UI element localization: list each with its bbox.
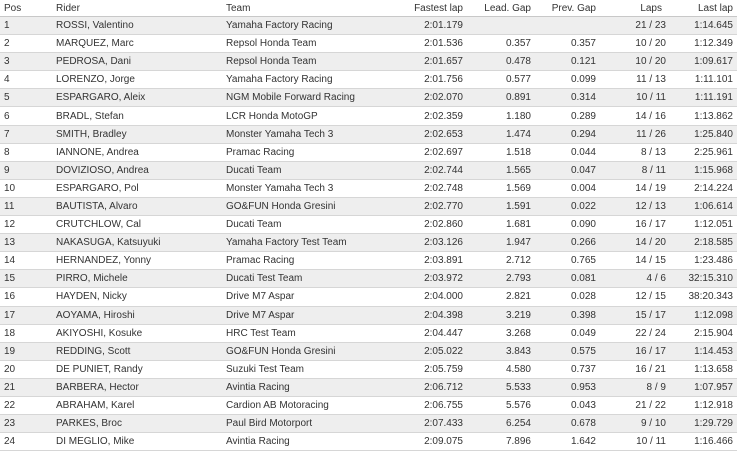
cell-prev-gap: 0.357 (531, 35, 596, 53)
cell-pos: 20 (0, 360, 56, 378)
cell-laps: 10 / 11 (596, 89, 666, 107)
cell-team: Yamaha Factory Test Team (226, 234, 381, 252)
cell-lead-gap: 0.478 (463, 53, 531, 71)
cell-team: Repsol Honda Team (226, 53, 381, 71)
cell-pos: 8 (0, 143, 56, 161)
header-prev-gap: Prev. Gap (531, 0, 596, 17)
cell-pos: 9 (0, 161, 56, 179)
header-lead-gap: Lead. Gap (463, 0, 531, 17)
cell-fastest-lap: 2:09.075 (381, 433, 463, 451)
cell-last-lap: 1:16.466 (666, 433, 737, 451)
cell-fastest-lap: 2:02.359 (381, 107, 463, 125)
cell-pos: 10 (0, 179, 56, 197)
cell-fastest-lap: 2:07.433 (381, 415, 463, 433)
cell-prev-gap: 0.121 (531, 53, 596, 71)
cell-team: Paul Bird Motorport (226, 415, 381, 433)
cell-prev-gap: 0.678 (531, 415, 596, 433)
cell-prev-gap: 0.028 (531, 288, 596, 306)
cell-team: Avintia Racing (226, 433, 381, 451)
cell-laps: 16 / 17 (596, 342, 666, 360)
cell-rider: DI MEGLIO, Mike (56, 433, 226, 451)
cell-prev-gap: 0.044 (531, 143, 596, 161)
cell-pos: 16 (0, 288, 56, 306)
table-row (0, 396, 737, 414)
cell-prev-gap: 0.043 (531, 396, 596, 414)
cell-lead-gap: 0.891 (463, 89, 531, 107)
cell-team: Yamaha Factory Racing (226, 17, 381, 35)
cell-rider: LORENZO, Jorge (56, 71, 226, 89)
cell-last-lap: 1:15.968 (666, 161, 737, 179)
table-row (0, 107, 737, 125)
cell-team: GO&FUN Honda Gresini (226, 197, 381, 215)
cell-last-lap: 1:23.486 (666, 252, 737, 270)
table-row (0, 197, 737, 215)
cell-pos: 1 (0, 17, 56, 35)
table-row (0, 179, 737, 197)
cell-lead-gap: 1.569 (463, 179, 531, 197)
table-row (0, 288, 737, 306)
cell-fastest-lap: 2:02.860 (381, 216, 463, 234)
cell-lead-gap: 6.254 (463, 415, 531, 433)
cell-last-lap: 1:14.645 (666, 17, 737, 35)
cell-pos: 11 (0, 197, 56, 215)
cell-fastest-lap: 2:01.756 (381, 71, 463, 89)
cell-last-lap: 2:14.224 (666, 179, 737, 197)
cell-fastest-lap: 2:05.759 (381, 360, 463, 378)
cell-fastest-lap: 2:02.748 (381, 179, 463, 197)
cell-laps: 14 / 16 (596, 107, 666, 125)
header-row (0, 0, 737, 17)
cell-last-lap: 1:12.918 (666, 396, 737, 414)
cell-prev-gap: 0.090 (531, 216, 596, 234)
cell-rider: BARBERA, Hector (56, 378, 226, 396)
cell-prev-gap: 0.047 (531, 161, 596, 179)
cell-team: Pramac Racing (226, 252, 381, 270)
cell-pos: 12 (0, 216, 56, 234)
cell-last-lap: 38:20.343 (666, 288, 737, 306)
cell-last-lap: 2:25.961 (666, 143, 737, 161)
cell-last-lap: 2:18.585 (666, 234, 737, 252)
cell-pos: 2 (0, 35, 56, 53)
cell-team: Cardion AB Motoracing (226, 396, 381, 414)
cell-lead-gap: 0.577 (463, 71, 531, 89)
cell-fastest-lap: 2:01.657 (381, 53, 463, 71)
cell-prev-gap: 0.737 (531, 360, 596, 378)
table-row (0, 252, 737, 270)
table-row (0, 378, 737, 396)
cell-rider: SMITH, Bradley (56, 125, 226, 143)
cell-fastest-lap: 2:01.536 (381, 35, 463, 53)
cell-prev-gap: 0.953 (531, 378, 596, 396)
cell-last-lap: 1:11.191 (666, 89, 737, 107)
cell-lead-gap: 4.580 (463, 360, 531, 378)
cell-rider: PARKES, Broc (56, 415, 226, 433)
cell-lead-gap: 1.681 (463, 216, 531, 234)
cell-laps: 9 / 10 (596, 415, 666, 433)
cell-laps: 8 / 13 (596, 143, 666, 161)
cell-last-lap: 1:12.349 (666, 35, 737, 53)
cell-pos: 18 (0, 324, 56, 342)
cell-last-lap: 1:09.617 (666, 53, 737, 71)
cell-fastest-lap: 2:05.022 (381, 342, 463, 360)
cell-lead-gap: 1.591 (463, 197, 531, 215)
cell-team: Ducati Team (226, 161, 381, 179)
cell-fastest-lap: 2:02.697 (381, 143, 463, 161)
cell-laps: 4 / 6 (596, 270, 666, 288)
cell-pos: 22 (0, 396, 56, 414)
cell-fastest-lap: 2:03.891 (381, 252, 463, 270)
cell-fastest-lap: 2:02.770 (381, 197, 463, 215)
cell-pos: 19 (0, 342, 56, 360)
cell-team: Ducati Team (226, 216, 381, 234)
cell-pos: 6 (0, 107, 56, 125)
cell-rider: ESPARGARO, Pol (56, 179, 226, 197)
cell-pos: 23 (0, 415, 56, 433)
table-row (0, 161, 737, 179)
cell-laps: 15 / 17 (596, 306, 666, 324)
cell-lead-gap: 1.947 (463, 234, 531, 252)
cell-fastest-lap: 2:03.972 (381, 270, 463, 288)
cell-team: HRC Test Team (226, 324, 381, 342)
cell-laps: 10 / 11 (596, 433, 666, 451)
cell-last-lap: 1:13.862 (666, 107, 737, 125)
table-row (0, 71, 737, 89)
table-row (0, 89, 737, 107)
table-row (0, 270, 737, 288)
cell-laps: 16 / 17 (596, 216, 666, 234)
cell-rider: PEDROSA, Dani (56, 53, 226, 71)
cell-lead-gap: 2.793 (463, 270, 531, 288)
cell-lead-gap: 5.576 (463, 396, 531, 414)
header-laps: Laps (596, 0, 666, 17)
header-fastest-lap: Fastest lap (381, 0, 463, 17)
cell-fastest-lap: 2:02.744 (381, 161, 463, 179)
cell-last-lap: 32:15.310 (666, 270, 737, 288)
cell-fastest-lap: 2:06.712 (381, 378, 463, 396)
cell-prev-gap: 0.022 (531, 197, 596, 215)
table-row (0, 17, 737, 35)
cell-team: Repsol Honda Team (226, 35, 381, 53)
cell-last-lap: 2:15.904 (666, 324, 737, 342)
cell-team: NGM Mobile Forward Racing (226, 89, 381, 107)
cell-lead-gap: 2.821 (463, 288, 531, 306)
cell-laps: 14 / 19 (596, 179, 666, 197)
cell-lead-gap (463, 17, 531, 35)
cell-team: Drive M7 Aspar (226, 288, 381, 306)
cell-lead-gap: 3.268 (463, 324, 531, 342)
cell-lead-gap: 1.565 (463, 161, 531, 179)
cell-team: Pramac Racing (226, 143, 381, 161)
cell-laps: 8 / 11 (596, 161, 666, 179)
cell-team: GO&FUN Honda Gresini (226, 342, 381, 360)
cell-fastest-lap: 2:04.447 (381, 324, 463, 342)
cell-team: Drive M7 Aspar (226, 306, 381, 324)
cell-rider: ESPARGARO, Aleix (56, 89, 226, 107)
cell-rider: DE PUNIET, Randy (56, 360, 226, 378)
table-row (0, 216, 737, 234)
cell-laps: 10 / 20 (596, 53, 666, 71)
cell-team: Yamaha Factory Racing (226, 71, 381, 89)
cell-laps: 11 / 13 (596, 71, 666, 89)
table-row (0, 306, 737, 324)
cell-pos: 13 (0, 234, 56, 252)
cell-prev-gap: 0.398 (531, 306, 596, 324)
cell-lead-gap: 7.896 (463, 433, 531, 451)
cell-lead-gap: 0.357 (463, 35, 531, 53)
cell-rider: CRUTCHLOW, Cal (56, 216, 226, 234)
cell-prev-gap: 0.081 (531, 270, 596, 288)
table-row (0, 53, 737, 71)
cell-fastest-lap: 2:06.755 (381, 396, 463, 414)
cell-laps: 8 / 9 (596, 378, 666, 396)
cell-fastest-lap: 2:03.126 (381, 234, 463, 252)
cell-prev-gap: 0.765 (531, 252, 596, 270)
cell-laps: 11 / 26 (596, 125, 666, 143)
cell-pos: 21 (0, 378, 56, 396)
cell-lead-gap: 1.474 (463, 125, 531, 143)
cell-rider: ABRAHAM, Karel (56, 396, 226, 414)
cell-prev-gap: 0.294 (531, 125, 596, 143)
cell-team: Avintia Racing (226, 378, 381, 396)
cell-last-lap: 1:25.840 (666, 125, 737, 143)
cell-fastest-lap: 2:04.000 (381, 288, 463, 306)
cell-team: Ducati Test Team (226, 270, 381, 288)
cell-laps: 21 / 22 (596, 396, 666, 414)
cell-laps: 10 / 20 (596, 35, 666, 53)
header-pos: Pos (0, 0, 56, 17)
cell-last-lap: 1:13.658 (666, 360, 737, 378)
cell-pos: 4 (0, 71, 56, 89)
table-row (0, 234, 737, 252)
cell-prev-gap: 0.099 (531, 71, 596, 89)
cell-rider: BRADL, Stefan (56, 107, 226, 125)
header-team: Team (226, 0, 381, 17)
cell-pos: 7 (0, 125, 56, 143)
cell-prev-gap: 0.266 (531, 234, 596, 252)
cell-fastest-lap: 2:02.070 (381, 89, 463, 107)
cell-prev-gap: 0.004 (531, 179, 596, 197)
cell-rider: HAYDEN, Nicky (56, 288, 226, 306)
table-row (0, 35, 737, 53)
cell-lead-gap: 5.533 (463, 378, 531, 396)
cell-laps: 14 / 20 (596, 234, 666, 252)
cell-laps: 16 / 21 (596, 360, 666, 378)
cell-rider: PIRRO, Michele (56, 270, 226, 288)
table-row (0, 143, 737, 161)
table-row (0, 433, 737, 451)
cell-lead-gap: 2.712 (463, 252, 531, 270)
table-row (0, 342, 737, 360)
cell-laps: 12 / 15 (596, 288, 666, 306)
cell-lead-gap: 3.219 (463, 306, 531, 324)
cell-last-lap: 1:12.098 (666, 306, 737, 324)
table-row (0, 415, 737, 433)
cell-last-lap: 1:06.614 (666, 197, 737, 215)
cell-laps: 22 / 24 (596, 324, 666, 342)
cell-pos: 3 (0, 53, 56, 71)
cell-laps: 14 / 15 (596, 252, 666, 270)
cell-rider: BAUTISTA, Alvaro (56, 197, 226, 215)
cell-last-lap: 1:14.453 (666, 342, 737, 360)
cell-rider: AOYAMA, Hiroshi (56, 306, 226, 324)
table-row (0, 125, 737, 143)
cell-last-lap: 1:12.051 (666, 216, 737, 234)
cell-prev-gap: 0.575 (531, 342, 596, 360)
cell-rider: HERNANDEZ, Yonny (56, 252, 226, 270)
header-last-lap: Last lap (666, 0, 737, 17)
cell-lead-gap: 1.518 (463, 143, 531, 161)
cell-last-lap: 1:11.101 (666, 71, 737, 89)
cell-team: Monster Yamaha Tech 3 (226, 125, 381, 143)
cell-team: LCR Honda MotoGP (226, 107, 381, 125)
cell-pos: 14 (0, 252, 56, 270)
cell-pos: 5 (0, 89, 56, 107)
cell-prev-gap: 0.049 (531, 324, 596, 342)
cell-rider: DOVIZIOSO, Andrea (56, 161, 226, 179)
cell-rider: IANNONE, Andrea (56, 143, 226, 161)
cell-rider: MARQUEZ, Marc (56, 35, 226, 53)
cell-lead-gap: 1.180 (463, 107, 531, 125)
cell-laps: 21 / 23 (596, 17, 666, 35)
table-row (0, 360, 737, 378)
cell-prev-gap (531, 17, 596, 35)
cell-fastest-lap: 2:01.179 (381, 17, 463, 35)
cell-rider: AKIYOSHI, Kosuke (56, 324, 226, 342)
cell-fastest-lap: 2:04.398 (381, 306, 463, 324)
cell-pos: 15 (0, 270, 56, 288)
cell-pos: 17 (0, 306, 56, 324)
cell-lead-gap: 3.843 (463, 342, 531, 360)
cell-rider: ROSSI, Valentino (56, 17, 226, 35)
cell-prev-gap: 0.289 (531, 107, 596, 125)
cell-prev-gap: 1.642 (531, 433, 596, 451)
cell-laps: 12 / 13 (596, 197, 666, 215)
cell-prev-gap: 0.314 (531, 89, 596, 107)
cell-last-lap: 1:07.957 (666, 378, 737, 396)
cell-rider: REDDING, Scott (56, 342, 226, 360)
cell-pos: 24 (0, 433, 56, 451)
cell-fastest-lap: 2:02.653 (381, 125, 463, 143)
cell-team: Monster Yamaha Tech 3 (226, 179, 381, 197)
header-rider: Rider (56, 0, 226, 17)
cell-team: Suzuki Test Team (226, 360, 381, 378)
cell-last-lap: 1:29.729 (666, 415, 737, 433)
table-row (0, 324, 737, 342)
cell-rider: NAKASUGA, Katsuyuki (56, 234, 226, 252)
